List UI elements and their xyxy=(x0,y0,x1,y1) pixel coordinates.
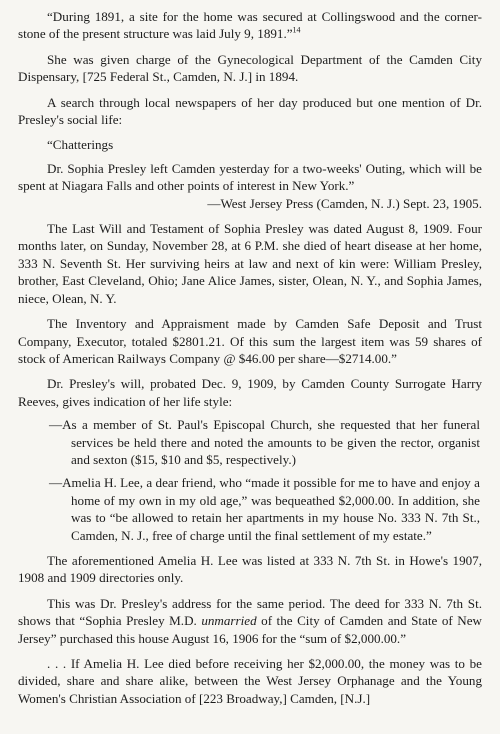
footnote-ref: 14 xyxy=(292,26,301,36)
list-item-church: —As a member of St. Paul's Episcopal Church, she requested that her funeral services be held there and noted the amounts to be given the rector, organist and sexton ($15, $10 and $5, respectively.) xyxy=(49,417,480,467)
quote-text: Dr. Sophia Presley left Camden yesterday for a two-weeks' Outing, which will be spent at Niagara Falls and other points of interest in New York.” xyxy=(18,160,482,194)
paragraph-last-will: The Last Will and Testament of Sophia Presley was dated August 8, 1909. Four months later, on Sunday, November 28, at 6 P.M. she died of heart disease at her home, 333 N. Seventh St. Her surviving heirs at law and next of kin were: William Presley, brother, East Cleveland, Ohio; Jane Alice James, sister, Olean, N. Y., and Sophia James, niece, Olean, N. Y. xyxy=(18,221,482,306)
paragraph-inventory: The Inventory and Appraisment made by Camden Safe Deposit and Trust Company, Executor, totaled $2801.21. Of this sum the largest item was 59 shares of stock of American Railways Company @ $46.00 per share—$2714.00.” xyxy=(18,316,482,366)
paragraph-site-secured xyxy=(18,8,482,43)
emphasis-unmarried: unmarried xyxy=(201,613,257,629)
paragraph-text: of the City of Camden and State of New Jersey” purchased this house August 16, 1906 for the “sum of $2,000.00.” xyxy=(18,613,482,646)
paragraph-social-life: A search through local newspapers of her day produced but one mention of Dr. Presley's social life: xyxy=(18,94,482,128)
list-item-amelia-lee: —Amelia H. Lee, a dear friend, who “made it possible for me to have and enjoy a home of my own in my old age,” was bequeathed $2,000.00. In addition, she was to “be allowed to retain her apartments in my house No. 333 N. 7th St., Camden, N. J., free of charge until the final settlement of my estate.” xyxy=(49,475,480,543)
paragraph-dispensary: She was given charge of the Gynecological Department of the Camden City Dispensary, [725 Federal St., Camden, N. J.] in 1894. xyxy=(18,51,482,85)
quote-title: “Chatterings xyxy=(47,137,114,153)
paragraph-text: This was Dr. Presley's address for the same period. The deed for 333 N. 7th St. shows that “Sophia Presley M.D. xyxy=(18,595,482,629)
paragraph-text: “During 1891, a site for the home was secured at Collingswood and the corner-stone of the present structure was laid July 9, 1891.” xyxy=(18,9,482,42)
paragraph-probate: Dr. Presley's will, probated Dec. 9, 1909, by Camden County Surrogate Harry Reeves, gives indication of her life style: xyxy=(18,376,482,409)
paragraph-deed xyxy=(18,595,482,647)
paragraph-bequest: . . . If Amelia H. Lee died before receiving her $2,000.00, the money was to be divided, share and share alike, between the West Jersey Orphanage and the Young Women's Christian Association of [223 Broadway,] Camden, [N.J.] xyxy=(18,656,482,706)
quote-source: —West Jersey Press (Camden, N. J.) Sept. 23, 1905. xyxy=(207,195,482,211)
paragraph-directories: The aforementioned Amelia H. Lee was listed at 333 N. 7th St. in Howe's 1907, 1908 and 1909 directories only. xyxy=(18,552,482,586)
